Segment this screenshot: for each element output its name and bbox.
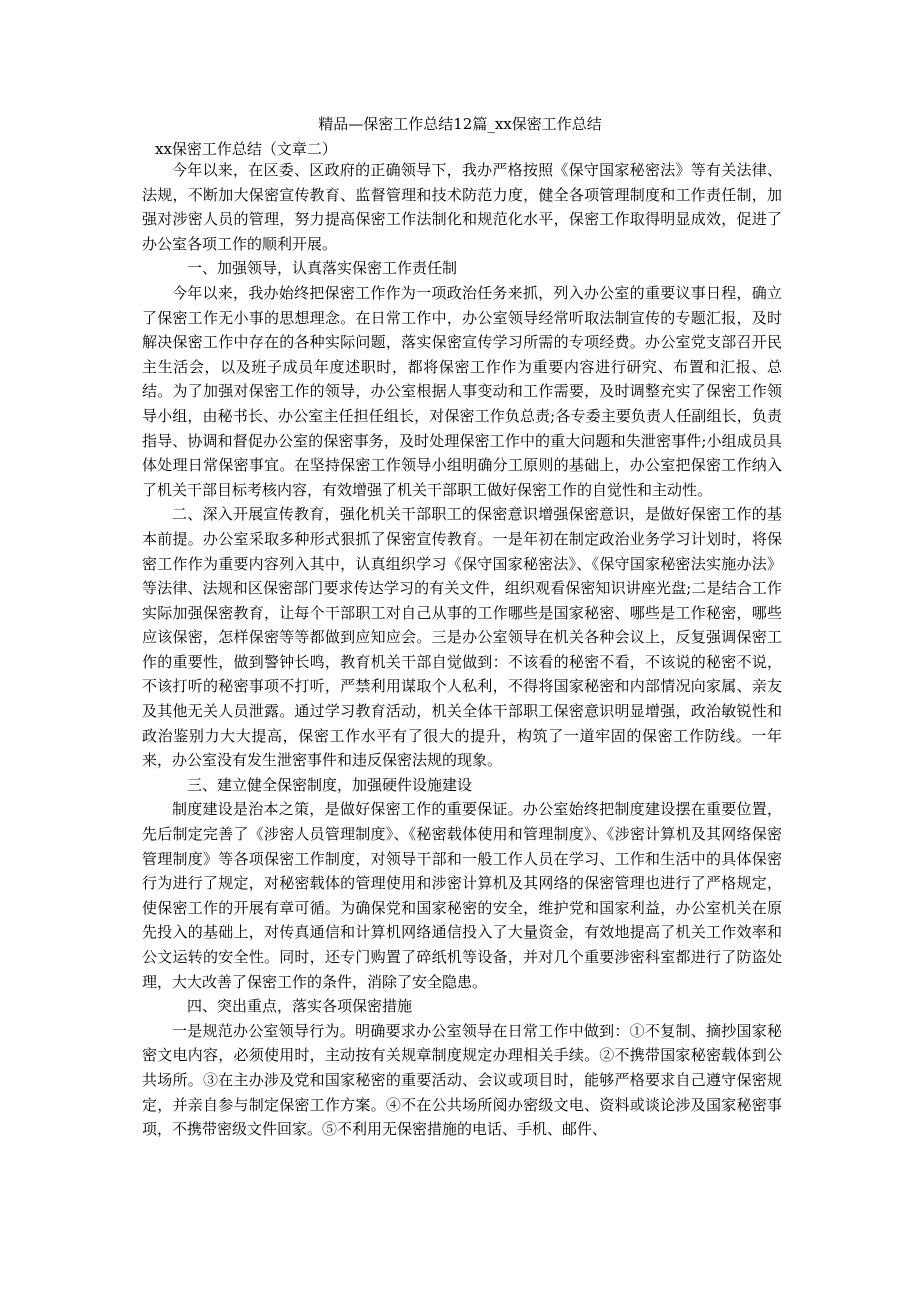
section-heading: 四、突出重点，落实各项保密措施 bbox=[187, 997, 413, 1016]
paragraph: 制度建设是治本之策，是做好保密工作的重要保证。办公室始终把制度建设摆在重要位置，先后制定完善了《涉密人员管理制度》、《秘密载体使用和管理制度》、《涉密计算机及其网络保密管理制度》等各项保密工作制度，对领导干部和一般工作人员在学习、工作和生活中的具体保密行为进行了规定，对秘密载体的管理使用和涉密计算机及其网络的保密管理也进行了严格规定，使保密工作的开展有章可循。为确保党和国家秘密的安全，维护党和国家利益，办公室机关在原先投入的基础上，对传真通信和计算机网络通信投入了大量资金，有效地提高了机关工作效率和公文运转的安全性。同时，还专门购置了碎纸机等设备，并对几个重要涉密科室都进行了防盗处理，大大改善了保密工作的条件，消除了安全隐患。 bbox=[142, 800, 782, 991]
paragraph: 今年以来，我办始终把保密工作作为一项政治任务来抓，列入办公室的重要议事日程，确立了保密工作无小事的思想理念。在日常工作中，办公室领导经常听取法制宣传的专题汇报，及时解决保密工作中存在的各种实际问题，落实保密宣传学习所需的专项经费。办公室党支部召开民主生活会，以及班子成员年度述职时，都将保密工作作为重要内容进行研究、布置和汇报、总结。为了加强对保密工作的领导，办公室根据人事变动和工作需要，及时调整充实了保密工作领导小组，由秘书长、办公室主任担任组长，对保密工作负总责;各专委主要负责人任副组长，负责指导、协调和督促办公室的保密事务，及时处理保密工作中的重大问题和失泄密事件;小组成员具体处理日常保密事宜。在坚持保密工作领导小组明确分工原则的基础上，办公室把保密工作纳入了机关干部目标考核内容，有效增强了机关干部职工做好保密工作的自觉性和主动性。 bbox=[142, 283, 782, 499]
document-subtitle: xx保密工作总结（文章二） bbox=[155, 140, 337, 158]
paragraph: 一是规范办公室领导行为。明确要求办公室领导在日常工作中做到：①不复制、摘抄国家秘密文电内容，必须使用时，主动按有关规章制度规定办理相关手续。②不携带国家秘密载体到公共场所。③在主办涉及党和国家秘密的重要活动、会议或项目时，能够严格要求自己遵守保密规定，并亲自参与制定保密工作方案。④不在公共场所阅办密级文电、资料或谈论涉及国家秘密事项，不携带密级文件回家。⑤不利用无保密措施的电话、手机、邮件、 bbox=[142, 1021, 782, 1139]
section-heading: 一、加强领导，认真落实保密工作责任制 bbox=[187, 259, 458, 278]
paragraph: 二、深入开展宣传教育，强化机关干部职工的保密意识增强保密意识，是做好保密工作的基本前提。办公室采取多种形式狠抓了保密宣传教育。一是年初在制定政治业务学习计划时，将保密工作作为重要内容列入其中，认真组织学习《保守国家秘密法》、《保守国家秘密法实施办法》等法律、法规和区保密部门要求传达学习的有关文件，组织观看保密知识讲座光盘;二是结合工作实际加强保密教育，让每个干部职工对自己从事的工作哪些是国家秘密、哪些是工作秘密，哪些应该保密，怎样保密等等都做到应知应会。三是办公室领导在机关各种会议上，反复强调保密工作的重要性，做到警钟长鸣，教育机关干部自觉做到：不该看的秘密不看，不该说的秘密不说，不该打听的秘密事项不打听，严禁利用谋取个人私利，不得将国家秘密和内部情况向家属、亲友及其他无关人员泄露。通过学习教育活动，机关全体干部职工保密意识明显增强，政治敏锐性和政治鉴别力大大提高，保密工作水平有了很大的提升，构筑了一道牢固的保密工作防线。一年来，办公室没有发生泄密事件和违反保密法规的现象。 bbox=[142, 505, 782, 770]
paragraph: 今年以来，在区委、区政府的正确领导下，我办严格按照《保守国家秘密法》等有关法律、法规，不断加大保密宣传教育、监督管理和技术防范力度，健全各项管理制度和工作责任制，加强对涉密人员的管理，努力提高保密工作法制化和规范化水平，保密工作取得明显成效，促进了办公室各项工作的顺利开展。 bbox=[142, 161, 782, 253]
document-title: 精品—保密工作总结12篇_xx保密工作总结 bbox=[318, 115, 602, 133]
section-heading: 三、建立健全保密制度，加强硬件设施建设 bbox=[187, 775, 473, 794]
document-body bbox=[142, 158, 782, 1142]
